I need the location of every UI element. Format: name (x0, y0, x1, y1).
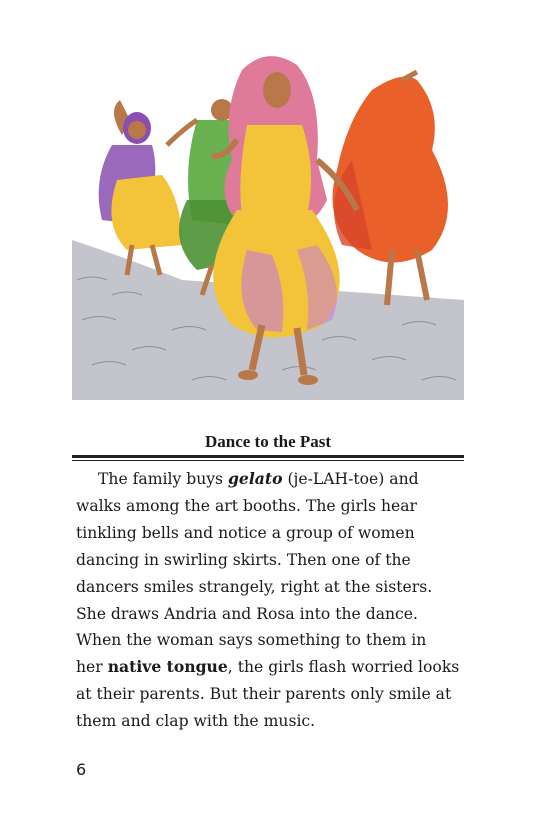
text-run: , the girls flash worried looks (227, 658, 460, 677)
paragraph-line: them and clap with the music. (76, 712, 316, 731)
text-run: (je-LAH-toe) and (282, 470, 419, 488)
paragraph-line: When the woman says something to them in (76, 631, 427, 650)
purple-dancer (99, 100, 197, 275)
title-rule-thick (72, 455, 464, 458)
orange-dancer (333, 72, 449, 305)
paragraph-line: dancing in swirling skirts. Then one of the (76, 550, 411, 569)
italic-term: gelato (228, 469, 283, 488)
page-number: 6 (76, 760, 87, 779)
dancers-illustration (72, 50, 464, 400)
paragraph-line: tinkling bells and notice a group of women (76, 523, 415, 542)
paragraph-line (76, 466, 476, 493)
text-run: her (76, 658, 108, 677)
paragraph-line: walks among the art booths. The girls hear (76, 496, 417, 515)
paragraph-line: dancers smiles strangely, right at the sisters. (76, 577, 433, 596)
title-rule-thin (72, 460, 464, 461)
paragraph-line (76, 654, 476, 681)
paragraph-line: at their parents. But their parents only smile at (76, 685, 452, 704)
text-run: The family buys (98, 470, 229, 488)
section-title: Dance to the Past (204, 432, 332, 451)
glossary-term: native tongue (107, 657, 228, 677)
story-paragraph (76, 466, 476, 735)
paragraph-line: She draws Andria and Rosa into the dance. (76, 604, 418, 623)
